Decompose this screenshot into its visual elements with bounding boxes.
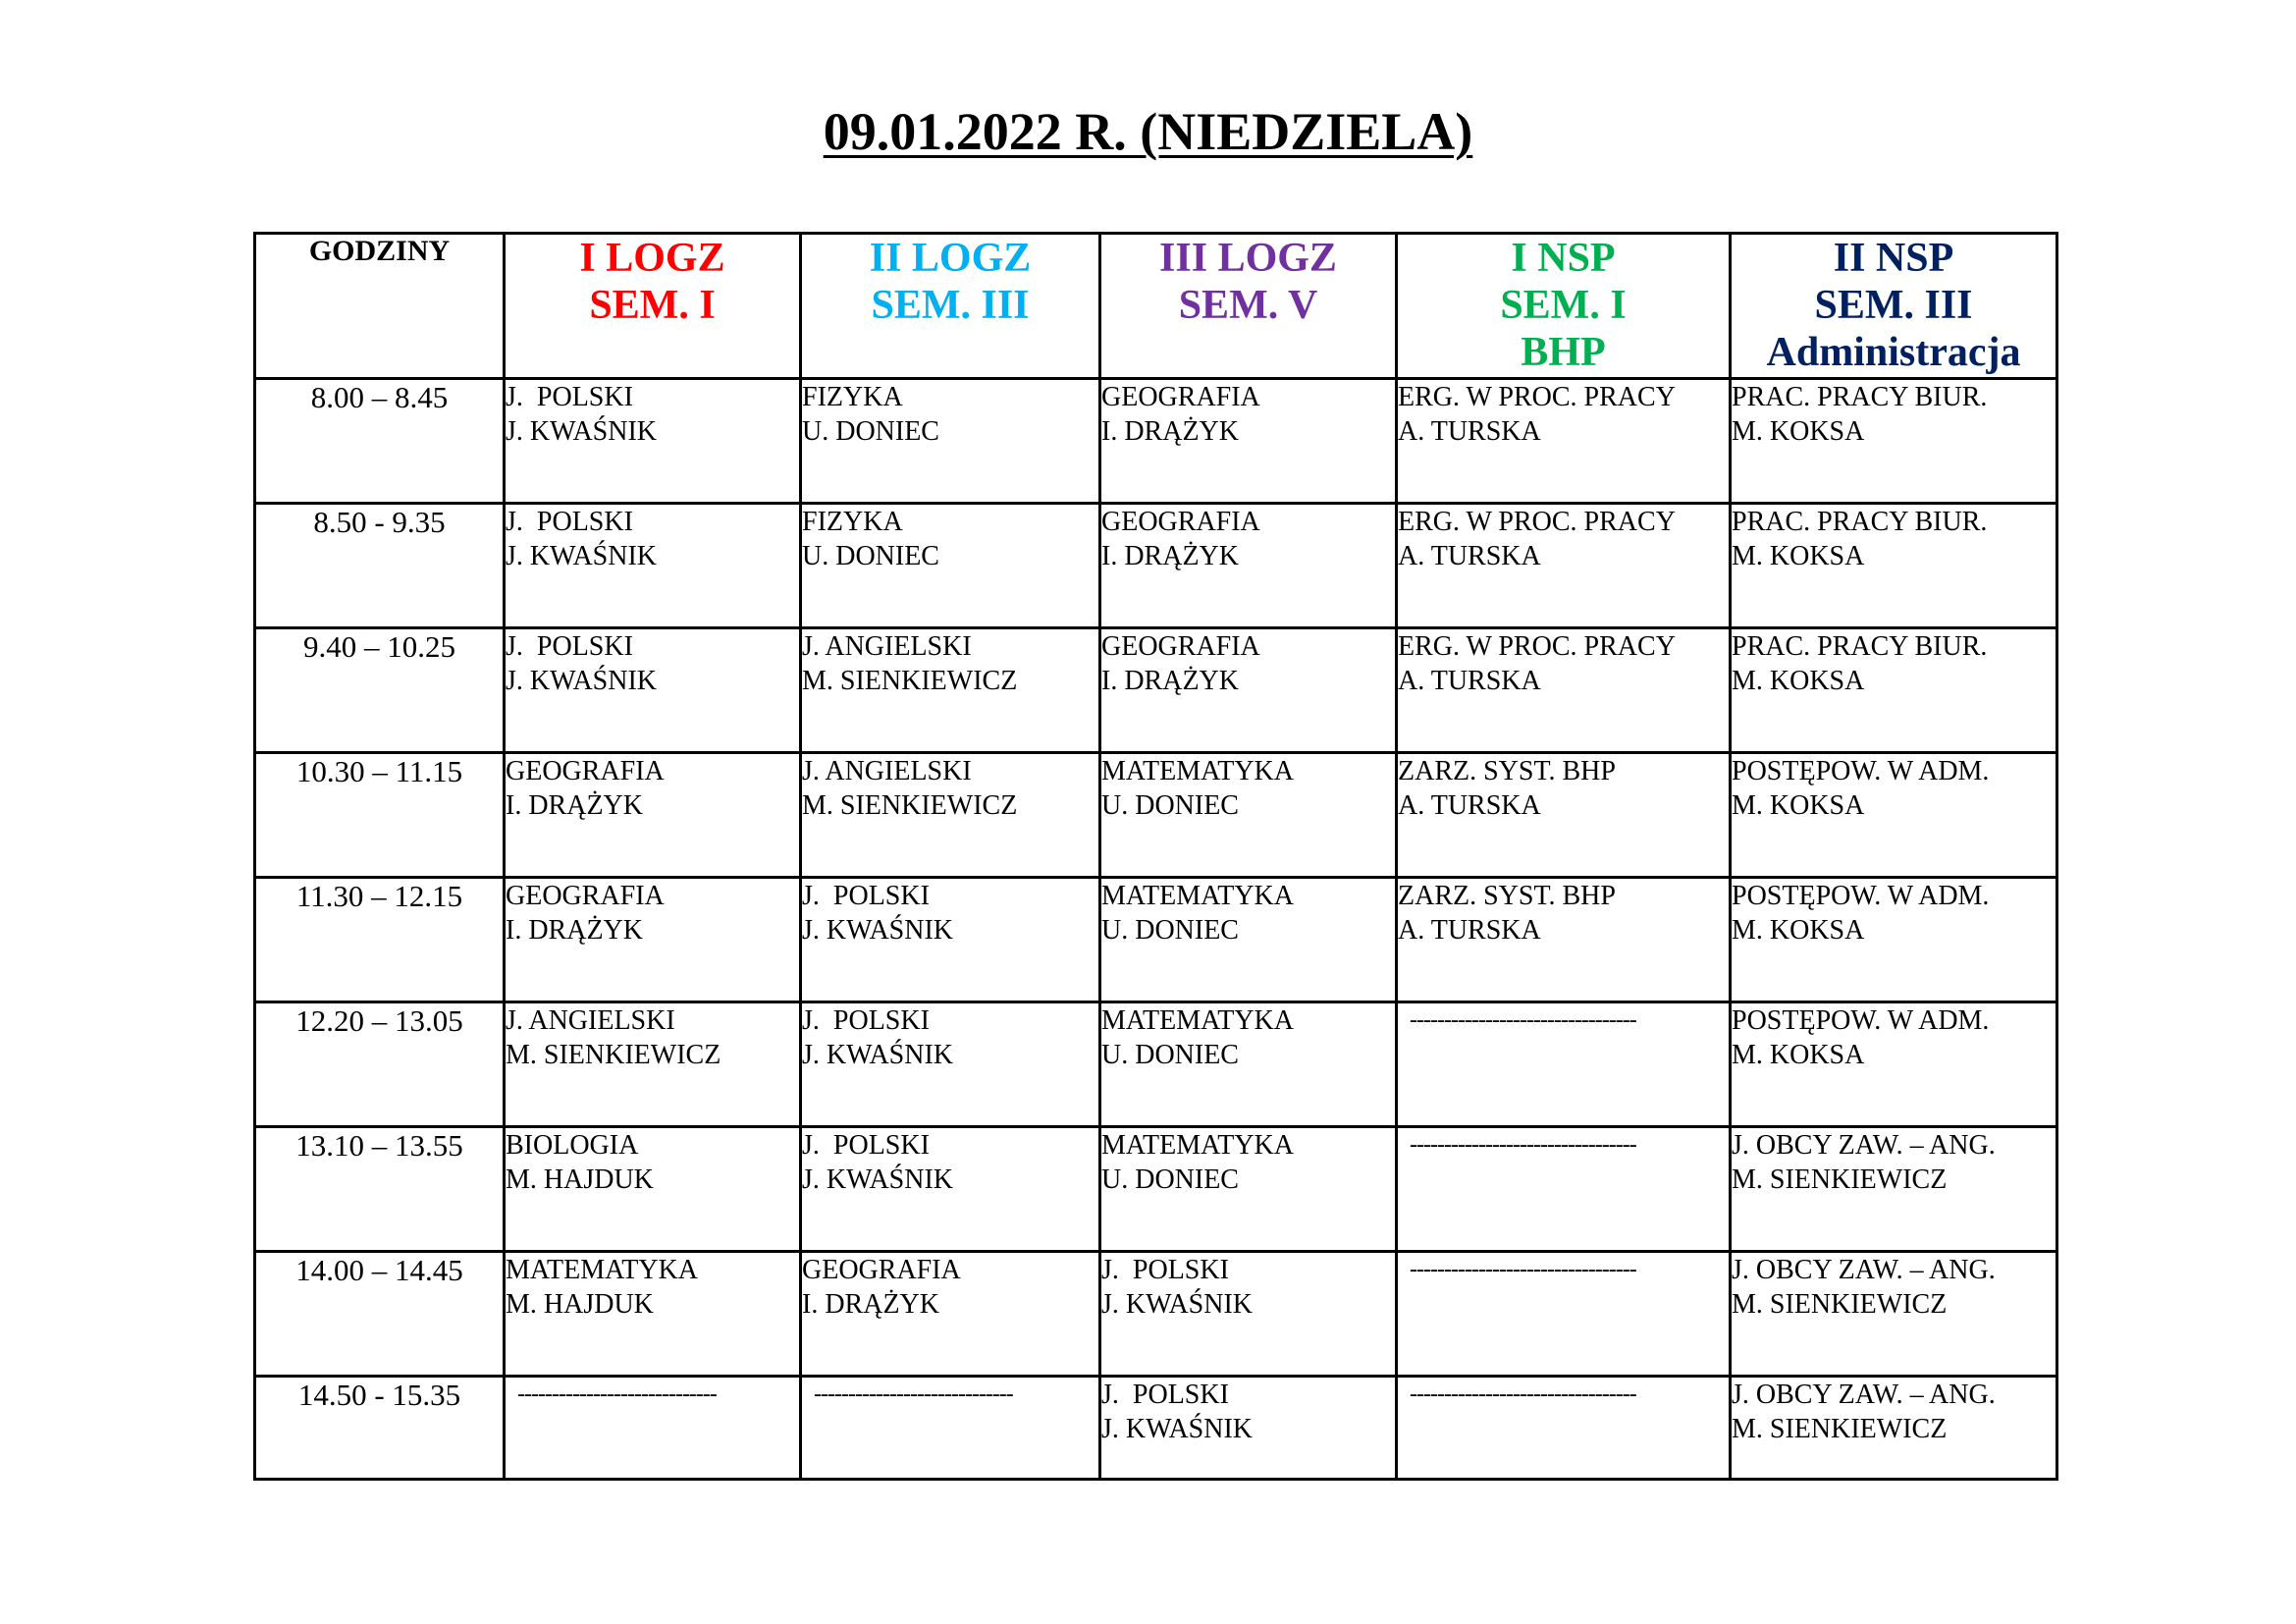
group-header-line: I NSP [1511, 236, 1616, 281]
lesson-cell [1397, 504, 1731, 628]
lesson-teacher: M. KOKSA [1732, 666, 1865, 696]
lesson-cell [1397, 379, 1731, 504]
lesson-subject: GEOGRAFIA [506, 881, 665, 911]
group-header-line: BHP [1521, 330, 1606, 375]
group-header-line: SEM. III [1814, 283, 1973, 328]
lesson-teacher: J. KWAŚNIK [802, 915, 953, 946]
group-header-line: SEM. I [1500, 283, 1627, 328]
group-header [1731, 234, 2057, 379]
group-header-line: SEM. III [871, 283, 1030, 328]
empty-lesson-cell [1397, 1002, 1731, 1127]
lesson-cell [1731, 1252, 2057, 1377]
lesson-teacher: J. KWAŚNIK [506, 541, 657, 571]
lesson-teacher: A. TURSKA [1398, 790, 1541, 821]
group-header-line: SEM. V [1178, 283, 1318, 328]
table-row [255, 379, 2057, 504]
lesson-subject: POSTĘPOW. W ADM. [1732, 881, 1990, 911]
lesson-cell [1731, 504, 2057, 628]
lesson-teacher: I. DRĄŻYK [802, 1289, 939, 1320]
lesson-teacher: M. HAJDUK [506, 1164, 654, 1195]
lesson-subject: J. ANGIELSKI [802, 756, 972, 786]
lesson-teacher: A. TURSKA [1398, 666, 1541, 696]
lesson-cell [1731, 379, 2057, 504]
lesson-subject: GEOGRAFIA [1101, 507, 1260, 537]
lesson-subject: J. OBCY ZAW. – ANG. [1732, 1130, 1996, 1161]
lesson-cell [1397, 878, 1731, 1002]
lesson-teacher: M. SIENKIEWICZ [506, 1040, 721, 1070]
schedule-table [253, 232, 2058, 1481]
lesson-subject: J. POLSKI [506, 507, 633, 537]
page-title-text: 09.01.2022 R. (NIEDZIELA) [823, 102, 1473, 161]
group-header-line: II LOGZ [869, 236, 1032, 281]
lesson-cell [801, 1252, 1100, 1377]
lesson-teacher: M. SIENKIEWICZ [1732, 1164, 1948, 1195]
group-header-line: SEM. I [589, 283, 716, 328]
lesson-subject: ERG. W PROC. PRACY [1398, 631, 1676, 662]
lesson-teacher: U. DONIEC [1101, 1040, 1239, 1070]
lesson-cell [801, 878, 1100, 1002]
lesson-cell [505, 878, 801, 1002]
group-header-line: I LOGZ [579, 236, 725, 281]
lesson-cell [1731, 878, 2057, 1002]
empty-lesson-cell [1397, 1252, 1731, 1377]
lesson-cell [505, 379, 801, 504]
lesson-subject: ZARZ. SYST. BHP [1398, 881, 1616, 911]
lesson-subject: PRAC. PRACY BIUR. [1732, 507, 1988, 537]
lesson-teacher: J. KWAŚNIK [802, 1164, 953, 1195]
time-slot: 14.00 – 14.45 [255, 1252, 505, 1377]
lesson-teacher: A. TURSKA [1398, 416, 1541, 447]
time-slot: 8.50 - 9.35 [255, 504, 505, 628]
time-slot: 8.00 – 8.45 [255, 379, 505, 504]
lesson-subject: --------------------------------- [1410, 1007, 1636, 1033]
lesson-subject: J. OBCY ZAW. – ANG. [1732, 1380, 1996, 1410]
lesson-subject: J. POLSKI [506, 382, 633, 412]
table-row [255, 628, 2057, 753]
lesson-teacher: M. SIENKIEWICZ [1732, 1414, 1948, 1444]
lesson-cell [801, 379, 1100, 504]
lesson-cell [1100, 1127, 1397, 1252]
lesson-subject: --------------------------------- [1410, 1381, 1636, 1407]
time-slot: 14.50 - 15.35 [255, 1377, 505, 1480]
header-row [255, 234, 2057, 379]
group-header-line: Administracja [1766, 330, 2021, 375]
lesson-teacher: M. HAJDUK [506, 1289, 654, 1320]
lesson-subject: J. POLSKI [1101, 1380, 1229, 1410]
group-header-line: III LOGZ [1159, 236, 1337, 281]
lesson-subject: FIZYKA [802, 507, 903, 537]
time-slot: 11.30 – 12.15 [255, 878, 505, 1002]
table-row [255, 504, 2057, 628]
lesson-cell [1100, 504, 1397, 628]
lesson-cell [801, 628, 1100, 753]
empty-lesson-cell [505, 1377, 801, 1480]
lesson-cell [1731, 1127, 2057, 1252]
lesson-cell [801, 504, 1100, 628]
empty-lesson-cell [801, 1377, 1100, 1480]
lesson-teacher: A. TURSKA [1398, 915, 1541, 946]
lesson-subject: POSTĘPOW. W ADM. [1732, 1005, 1990, 1036]
lesson-cell [1731, 1002, 2057, 1127]
lesson-teacher: M. SIENKIEWICZ [802, 790, 1018, 821]
schedule-body [255, 379, 2057, 1480]
lesson-subject: GEOGRAFIA [506, 756, 665, 786]
lesson-subject: BIOLOGIA [506, 1130, 639, 1161]
time-slot: 10.30 – 11.15 [255, 753, 505, 878]
group-header-line: II NSP [1833, 236, 1954, 281]
group-header [1100, 234, 1397, 379]
lesson-teacher: I. DRĄŻYK [1101, 541, 1239, 571]
lesson-cell [505, 1252, 801, 1377]
table-row [255, 1127, 2057, 1252]
group-header [801, 234, 1100, 379]
lesson-subject: ----------------------------- [517, 1381, 717, 1407]
lesson-cell [505, 504, 801, 628]
time-column-header: GODZINY [255, 234, 505, 379]
lesson-teacher: I. DRĄŻYK [1101, 416, 1239, 447]
lesson-cell [505, 1127, 801, 1252]
lesson-subject: MATEMATYKA [1101, 756, 1294, 786]
lesson-subject: --------------------------------- [1410, 1257, 1636, 1282]
lesson-subject: J. POLSKI [802, 1130, 930, 1161]
lesson-teacher: I. DRĄŻYK [506, 790, 643, 821]
lesson-subject: ERG. W PROC. PRACY [1398, 382, 1676, 412]
lesson-cell [801, 1002, 1100, 1127]
lesson-teacher: M. KOKSA [1732, 541, 1865, 571]
lesson-subject: --------------------------------- [1410, 1132, 1636, 1158]
lesson-cell [1100, 1252, 1397, 1377]
lesson-subject: MATEMATYKA [1101, 881, 1294, 911]
table-row [255, 1252, 2057, 1377]
lesson-subject: PRAC. PRACY BIUR. [1732, 631, 1988, 662]
lesson-teacher: J. KWAŚNIK [1101, 1414, 1253, 1444]
lesson-subject: ----------------------------- [814, 1381, 1013, 1407]
lesson-subject: GEOGRAFIA [1101, 382, 1260, 412]
lesson-cell [1100, 878, 1397, 1002]
lesson-cell [1731, 1377, 2057, 1480]
lesson-cell [801, 753, 1100, 878]
lesson-cell [1100, 1377, 1397, 1480]
page-title [0, 100, 2296, 163]
lesson-subject: FIZYKA [802, 382, 903, 412]
lesson-subject: J. ANGIELSKI [506, 1005, 675, 1036]
lesson-cell [801, 1127, 1100, 1252]
group-header [1397, 234, 1731, 379]
lesson-teacher: U. DONIEC [802, 541, 939, 571]
table-row [255, 878, 2057, 1002]
group-header [505, 234, 801, 379]
lesson-teacher: U. DONIEC [802, 416, 939, 447]
lesson-subject: MATEMATYKA [1101, 1005, 1294, 1036]
lesson-subject: J. POLSKI [802, 1005, 930, 1036]
lesson-teacher: A. TURSKA [1398, 541, 1541, 571]
time-slot: 9.40 – 10.25 [255, 628, 505, 753]
lesson-cell [505, 1002, 801, 1127]
lesson-teacher: U. DONIEC [1101, 790, 1239, 821]
lesson-subject: J. ANGIELSKI [802, 631, 972, 662]
lesson-cell [505, 753, 801, 878]
empty-lesson-cell [1397, 1127, 1731, 1252]
lesson-subject: GEOGRAFIA [802, 1255, 961, 1285]
time-slot: 13.10 – 13.55 [255, 1127, 505, 1252]
lesson-teacher: U. DONIEC [1101, 1164, 1239, 1195]
lesson-subject: GEOGRAFIA [1101, 631, 1260, 662]
lesson-teacher: J. KWAŚNIK [1101, 1289, 1253, 1320]
table-row [255, 1377, 2057, 1480]
lesson-cell [505, 628, 801, 753]
lesson-subject: ZARZ. SYST. BHP [1398, 756, 1616, 786]
lesson-teacher: J. KWAŚNIK [506, 666, 657, 696]
lesson-subject: MATEMATYKA [506, 1255, 698, 1285]
lesson-teacher: M. KOKSA [1732, 915, 1865, 946]
lesson-subject: POSTĘPOW. W ADM. [1732, 756, 1990, 786]
lesson-teacher: M. SIENKIEWICZ [1732, 1289, 1948, 1320]
lesson-subject: J. POLSKI [506, 631, 633, 662]
lesson-teacher: U. DONIEC [1101, 915, 1239, 946]
lesson-teacher: J. KWAŚNIK [506, 416, 657, 447]
lesson-teacher: M. KOKSA [1732, 416, 1865, 447]
time-slot: 12.20 – 13.05 [255, 1002, 505, 1127]
table-row [255, 1002, 2057, 1127]
lesson-cell [1100, 628, 1397, 753]
lesson-teacher: M. KOKSA [1732, 1040, 1865, 1070]
lesson-subject: PRAC. PRACY BIUR. [1732, 382, 1988, 412]
lesson-subject: MATEMATYKA [1101, 1130, 1294, 1161]
lesson-cell [1731, 628, 2057, 753]
lesson-teacher: I. DRĄŻYK [1101, 666, 1239, 696]
lesson-cell [1397, 753, 1731, 878]
lesson-subject: J. POLSKI [802, 881, 930, 911]
lesson-cell [1397, 628, 1731, 753]
lesson-subject: ERG. W PROC. PRACY [1398, 507, 1676, 537]
lesson-cell [1731, 753, 2057, 878]
lesson-teacher: J. KWAŚNIK [802, 1040, 953, 1070]
lesson-cell [1100, 379, 1397, 504]
lesson-cell [1100, 753, 1397, 878]
table-row [255, 753, 2057, 878]
lesson-teacher: I. DRĄŻYK [506, 915, 643, 946]
lesson-teacher: M. KOKSA [1732, 790, 1865, 821]
lesson-teacher: M. SIENKIEWICZ [802, 666, 1018, 696]
empty-lesson-cell [1397, 1377, 1731, 1480]
lesson-subject: J. POLSKI [1101, 1255, 1229, 1285]
lesson-cell [1100, 1002, 1397, 1127]
lesson-subject: J. OBCY ZAW. – ANG. [1732, 1255, 1996, 1285]
